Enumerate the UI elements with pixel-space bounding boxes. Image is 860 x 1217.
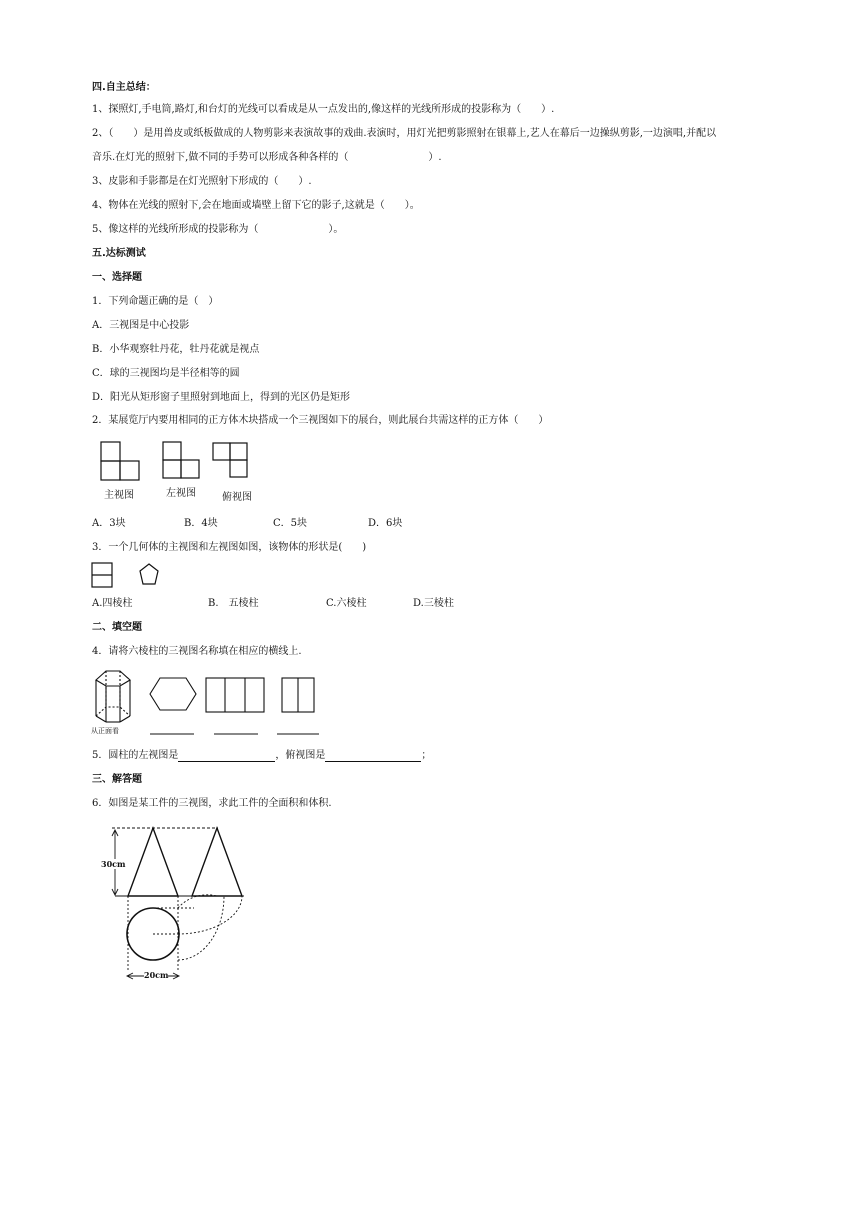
side-view-label: 左视图: [166, 488, 196, 499]
question-1: 1、探照灯,手电筒,路灯,和台灯的光线可以看成是从一点发出的,像这样的光线所形成的投影称为（ ）.: [92, 104, 555, 115]
hexagonal-prism-figure: [88, 666, 328, 738]
problem-6-stem: 6．如图是某工件的三视图，求此工件的全面积和体积.: [92, 798, 332, 809]
problem-1-option-a: A．三视图是中心投影: [92, 320, 190, 331]
problem-2-option-b: B．4块: [184, 518, 218, 529]
problem-1-option-b: B．小华观察牡丹花，牡丹花就是视点: [92, 344, 260, 355]
prism-views-figure: [90, 560, 170, 592]
problem-3-option-a: A.四棱柱: [92, 598, 133, 609]
problem-2-stem: 2．某展览厅内要用相同的正方体木块搭成一个三视图如下的展台，则此展台共需这样的正方体（ ）: [92, 415, 549, 426]
section4-title: 四.自主总结：: [92, 82, 156, 93]
problem-5-part-b: ，俯视图是: [275, 750, 326, 761]
answer-blank-left-view[interactable]: [178, 751, 275, 762]
section5-title: 五.达标测试: [92, 248, 146, 259]
three-views-figure: [96, 438, 266, 486]
problem-2-option-a: A．3块: [92, 518, 126, 529]
answer-blank-top-view[interactable]: [325, 751, 421, 762]
problem-5: [92, 750, 431, 762]
front-view-caption: 从正面看: [91, 727, 119, 735]
question-3: 3、皮影和手影都是在灯光照射下形成的（ ）.: [92, 176, 312, 187]
problem-5-part-a: 5．圆柱的左视图是: [92, 750, 179, 761]
problem-4-stem: 4．请将六棱柱的三视图名称填在相应的横线上.: [92, 646, 302, 657]
width-dimension-label: 20cm: [144, 970, 169, 980]
question-5: 5、像这样的光线所形成的投影称为（ ）。: [92, 224, 344, 235]
part-fill-heading: 二、填空题: [92, 622, 142, 633]
question-4: 4、物体在光线的照射下,会在地面或墙壁上留下它的影子,这就是（ ）。: [92, 200, 420, 211]
part-choice-heading: 一、选择题: [92, 272, 142, 283]
problem-3-option-b: B. 五棱柱: [208, 598, 259, 609]
problem-3-option-c: C.六棱柱: [326, 598, 367, 609]
front-view-label: 主视图: [104, 490, 134, 501]
problem-3-option-d: D.三棱柱: [413, 598, 454, 609]
problem-3-stem: 3．一个几何体的主视图和左视图如图，该物体的形状是( ): [92, 542, 367, 553]
question-2-line2: 音乐.在灯光的照射下,做不同的手势可以形成各种各样的（ ）.: [92, 152, 442, 163]
problem-1-option-d: D．阳光从矩形窗子里照射到地面上，得到的光区仍是矩形: [92, 392, 351, 403]
part-answer-heading: 三、解答题: [92, 774, 142, 785]
cone-three-views-figure: [98, 822, 278, 988]
problem-1-stem: 1．下列命题正确的是（ ）: [92, 296, 219, 307]
top-view-label: 俯视图: [222, 492, 252, 503]
problem-2-option-c: C．5块: [273, 518, 308, 529]
height-dimension-label: 30cm: [101, 859, 126, 869]
problem-2-option-d: D．6块: [368, 518, 403, 529]
problem-1-option-c: C．球的三视图均是半径相等的圆: [92, 368, 240, 379]
problem-5-part-c: ；: [421, 750, 432, 761]
question-2-line1: 2、（ ）是用兽皮或纸板做成的人物剪影来表演故事的戏曲.表演时，用灯光把剪影照射在银幕上,艺人在幕后一边操纵剪影,一边演唱,并配以: [92, 128, 717, 139]
